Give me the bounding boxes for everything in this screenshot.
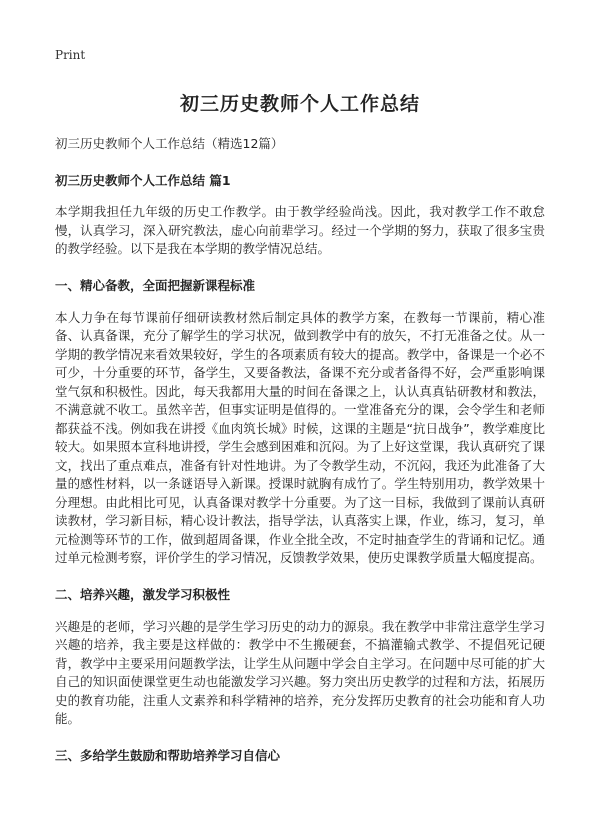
section-body-1: 本人力争在每节课前仔细研读教材然后制定具体的教学方案，在教每一节课前，精心准备、认真备课，充分了解学生的学习状况，做到教学中有的放矢，不打无准备之仗。从一学期的教学情况来看效果较好，学生的各项素质有较大的提高。教学中，备课是一个必不可少，十分重要的环节，备学生，又要备教法，备课不充分或者备得不好，会严重影响课堂气氛和积极性。因此，每天我都用大量的时间在备课之上，认认真真钻研教材和教法，不满意就不收工。虽然辛苦，但事实证明是值得的。一堂准备充分的课，会令学生和老师都获益不浅。例如我在讲授《血肉筑长城》时候，这课的主题是“抗日战争”，教学难度比较大。如果照本宣科地讲授，学生会感到困难和沉闷。为了上好这堂课，我认真研究了课文，找出了重点难点，准备有针对性地讲。为了令教学生动，不沉闷，我还为此准备了大量的感性材料，以一条谜语导入新课。授课时就胸有成竹了。学生特别用功，教学效果十分理想。由此相比可见，认真备课对教学十分重要。为了这一目标，我做到了课前认真研读教材，学习新目标，精心设计教法，指导学法，认真落实上课，作业，练习，复习，单元检测等环节的工作，做到超周备课，作业全批全改，不定时抽查学生的背诵和记忆。通过单元检测考察，评价学生的学习情况，反馈教学效果，使历史课教学质量大幅度提高。: [55, 309, 545, 565]
section-body-2: 兴趣是的老师，学习兴趣的是学生学习历史的动力的源泉。我在教学中非常注意学生学习兴趣的培养，我主要是这样做的：教学中不生搬硬套，不搞灌输式教学、不提倡死记硬背，教学中主要采用问题教学法，让学生从问题中学会自主学习。在问题中尽可能的扩大自己的知识面使课堂更生动也能激发学习兴趣。努力突出历史教学的过程和方法，拓展历史的教育功能，注重人文素养和科学精神的培养，充分发挥历史教育的社会功能和育人功能。: [55, 618, 545, 726]
article-heading: 初三历史教师个人工作总结 篇1: [55, 173, 231, 188]
intro-paragraph: 本学期我担任九年级的历史工作教学。由于教学经验尚浅。因此，我对教学工作不敢怠慢，认真学习，深入研究教法，虚心向前辈学习。经过一个学期的努力，获取了很多宝贵的教学经验。以下是我在本学期的教学情况总结。: [55, 204, 545, 256]
section-heading-3: 三、多给学生鼓励和帮助培养学习自信心: [55, 747, 281, 763]
document-subtitle: 初三历史教师个人工作总结（精选12篇）: [55, 136, 284, 151]
section-heading-1: 一、精心备教，全面把握新课程标准: [55, 277, 256, 293]
section-heading-2: 二、培养兴趣，激发学习积极性: [55, 586, 231, 602]
page-title: 初三历史教师个人工作总结: [179, 93, 420, 115]
print-link[interactable]: Print: [55, 48, 86, 62]
